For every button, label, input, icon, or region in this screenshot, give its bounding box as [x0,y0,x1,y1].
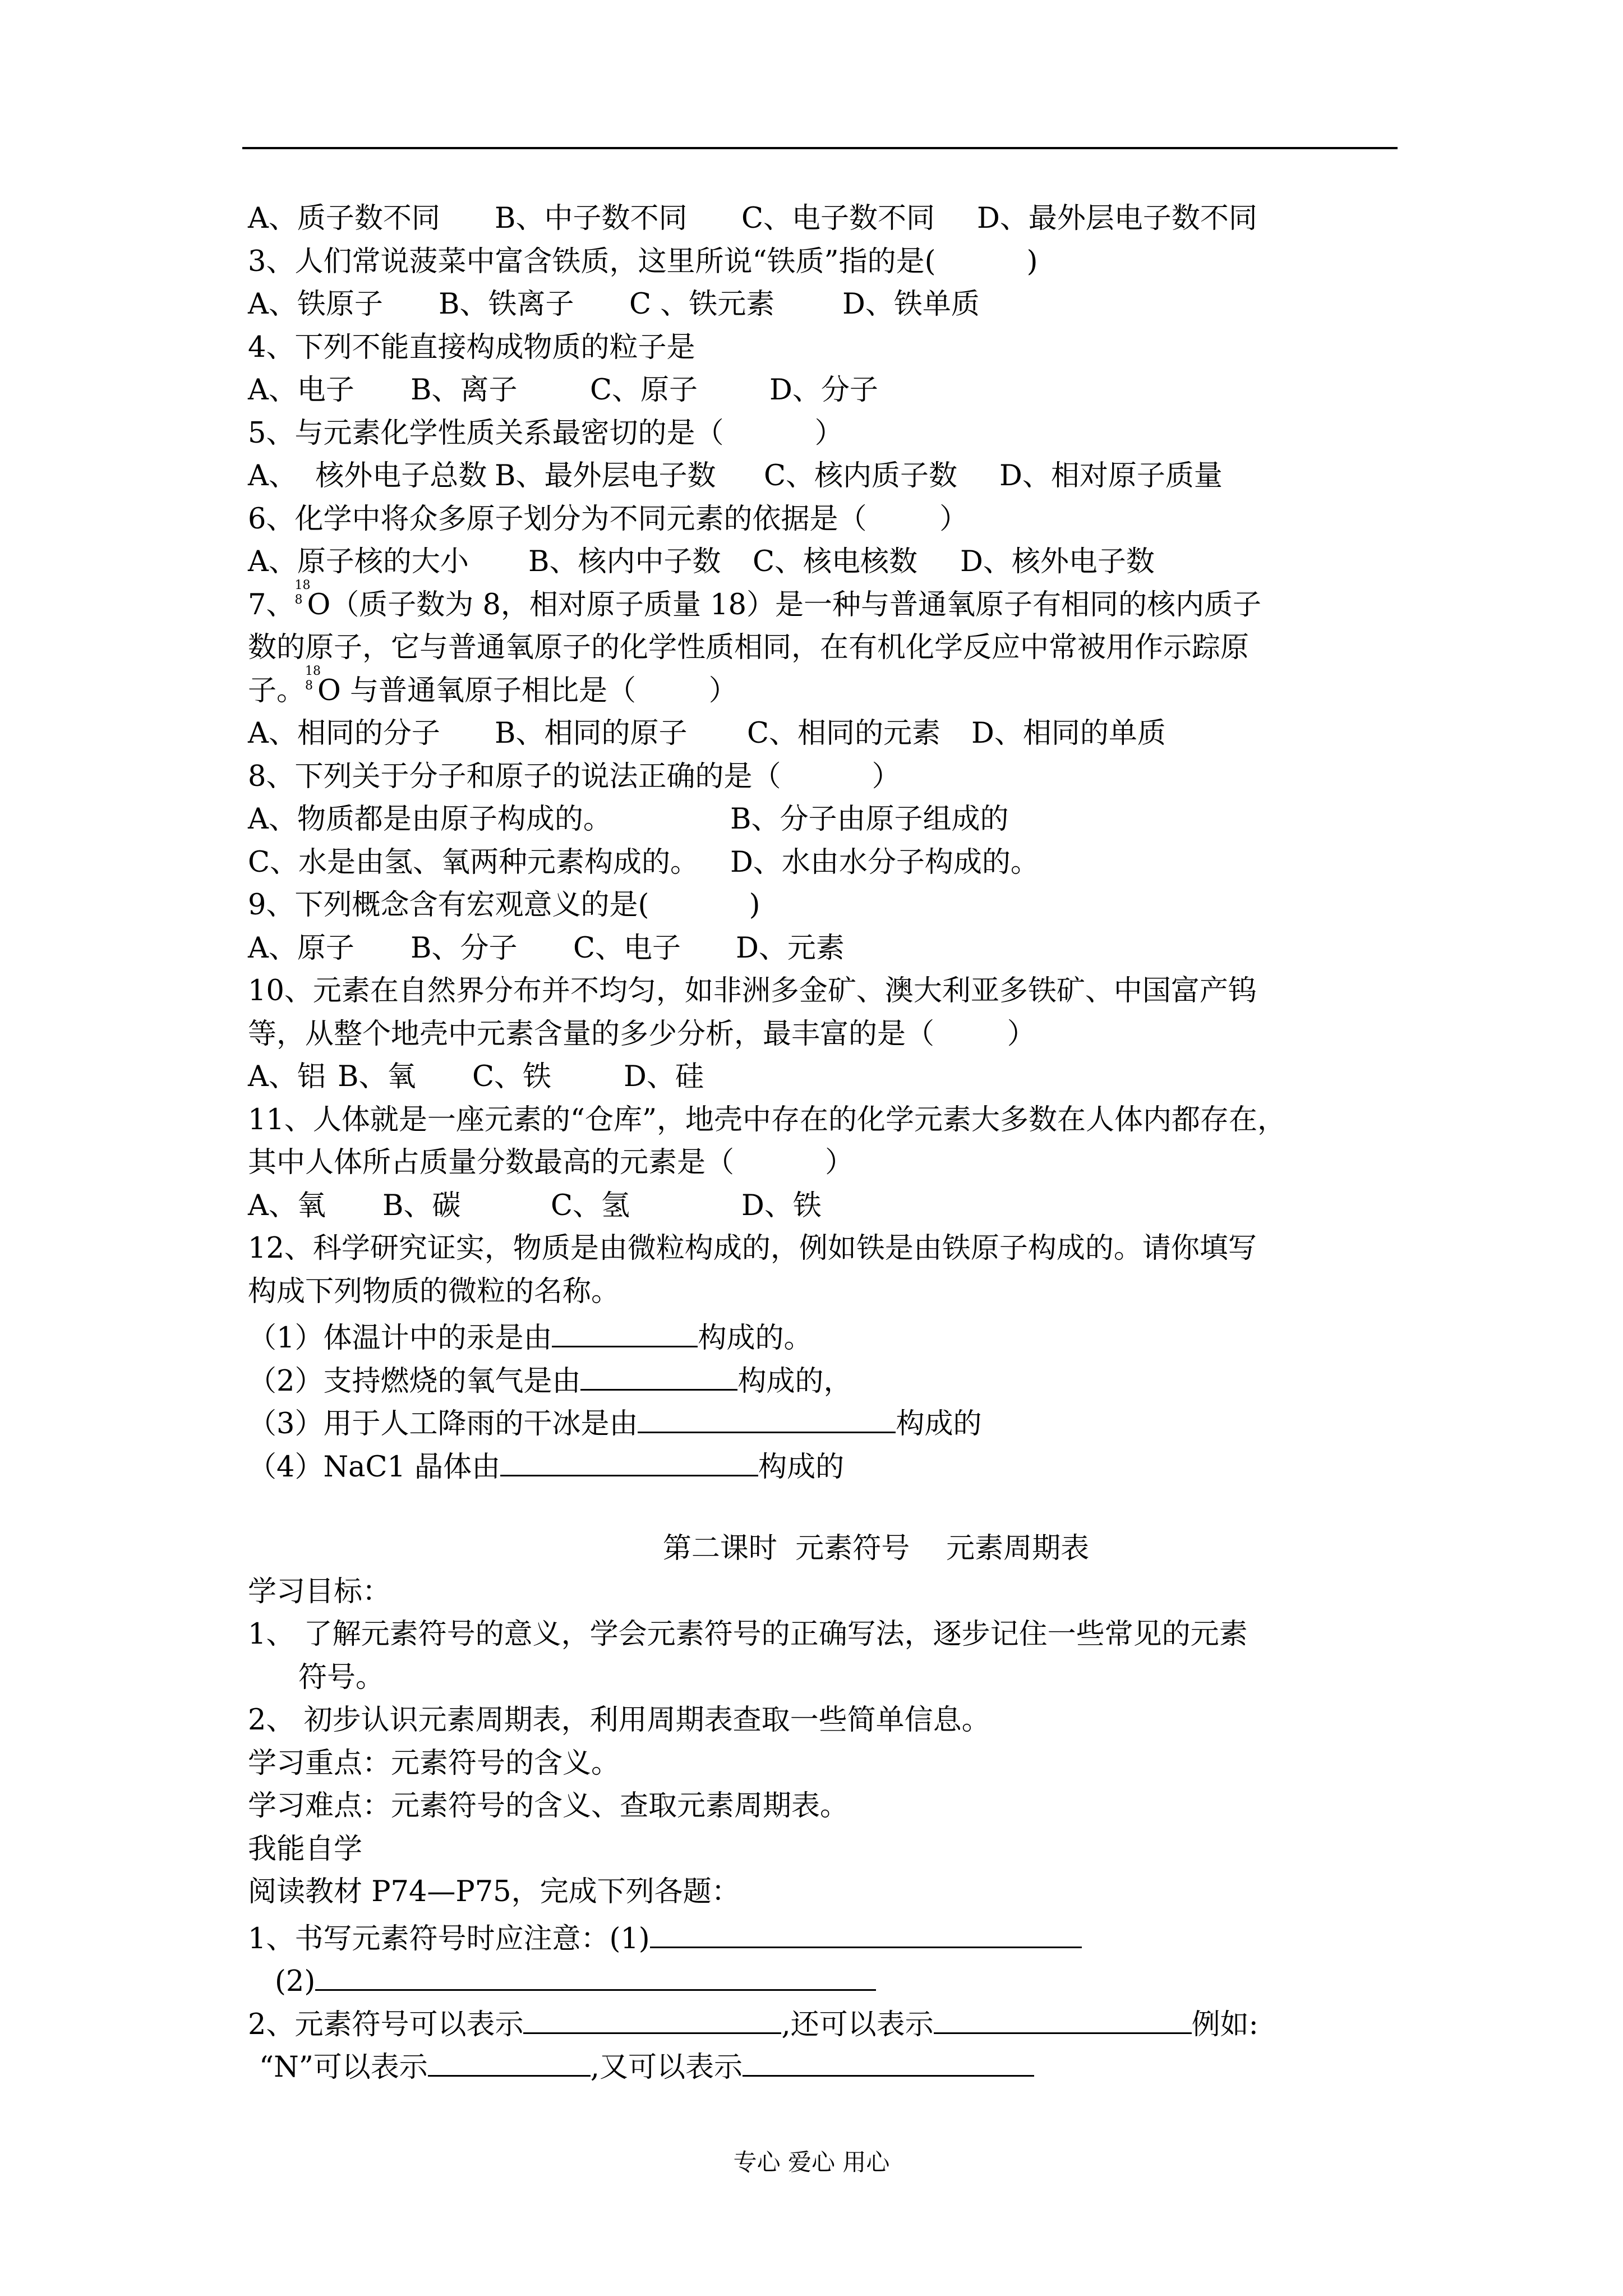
exercise-1-blank-1[interactable] [650,1914,1082,1948]
q12-item-2-after: 构成的， [737,1364,852,1398]
q12-item-4-after: 构成的 [758,1450,845,1484]
q12-blank-2[interactable] [580,1356,737,1391]
q12-blank-4[interactable] [500,1442,758,1476]
q7-line2: 数的原子，它与普通氧原子的化学性质相同，在有机化学反应中常被用作示踪原 [248,631,1249,664]
q2-option-b: B、中子数不同 [495,202,688,235]
q12-line1: 12、科学研究证实，物质是由微粒构成的，例如铁是由铁原子构成的。请你填写 [248,1232,1257,1265]
learning-goals-label: 学习目标： [248,1575,391,1608]
q10-option-d: D、硅 [624,1060,704,1093]
goal-1-line2: 符号。 [298,1660,385,1694]
q4-option-c: C、原子 [590,374,698,407]
q11-option-a: A、氧 [248,1189,326,1222]
q6-stem: 6、化学中将众多原子划分为不同元素的依据是（ ） [248,502,969,536]
key-point: 学习重点：元素符号的含义。 [248,1746,620,1780]
q12-item-2-before: （2）支持燃烧的氧气是由 [248,1364,581,1398]
q8-option-d: D、水由水分子构成的。 [730,845,1039,879]
q10-line1: 10、元素在自然界分布并不均匀，如非洲多金矿、澳大利亚多铁矿、中国富产钨 [248,974,1257,1007]
q3-stem: 3、人们常说菠菜中富含铁质，这里所说“铁质”指的是( ) [248,245,1038,278]
q10-option-b: B、氧 [338,1060,416,1093]
q9-option-d: D、元素 [736,931,845,965]
q12-blank-1[interactable] [552,1313,698,1347]
q7-line3-text: 与普通氧原子相比是（ ） [340,674,737,707]
exercise-2 [248,2000,1392,2043]
q5-option-b: B、最外层电子数 [495,459,716,493]
exercise-1-line2-text: (2) [275,1965,316,1998]
q4-option-d: D、分子 [769,374,878,407]
q12-item-1-after: 构成的。 [698,1322,813,1355]
q5-option-d: D、相对原子质量 [999,459,1223,493]
difficulty: 学习难点：元素符号的含义、查取元素周期表。 [248,1789,849,1823]
goal-1-line1: 1、 了解元素符号的意义，学会元素符号的正确写法，逐步记住一些常见的元素 [248,1618,1248,1651]
q12-item-3 [248,1399,1392,1442]
q2-options [248,197,1392,241]
q4-option-b: B、离子 [411,374,518,407]
q6-option-c: C、核电核数 [753,545,918,578]
q11-option-b: B、碳 [382,1189,461,1222]
q4-options [248,369,1392,412]
q12-item-3-before: （3）用于人工降雨的干冰是由 [248,1407,638,1441]
q5-stem: 5、与元素化学性质关系最密切的是（ ） [248,416,843,450]
q12-item-3-after: 构成的 [896,1407,982,1441]
q12-item-4 [248,1442,1392,1485]
q10-line2: 等，从整个地壳中元素含量的多少分析，最丰富的是（ ） [248,1017,1036,1051]
exercise-1-blank-2[interactable] [315,1957,876,1991]
q3-option-b: B、铁离子 [439,288,574,321]
q7-option-d: D、相同的单质 [971,717,1166,750]
q2-option-c: C、电子数不同 [741,202,935,235]
isotope-notation-2 [305,664,321,700]
q6-option-d: D、核外电子数 [960,545,1155,578]
q5-option-a: A、 核外电子总数 [248,459,487,493]
exercise-2-blank-4[interactable] [743,2042,1034,2077]
section-title: 第二课时 元素符号 元素周期表 [662,1532,1090,1565]
exercise-2-mid: ,还可以表示 [781,2008,934,2041]
q7-options [248,712,1392,756]
q9-option-c: C、电子 [573,931,681,965]
exercise-2-blank-3[interactable] [428,2042,591,2077]
document-body [248,197,1392,2086]
q7-prefix: 7、 [248,588,295,622]
exercise-2-line2 [248,2042,1392,2086]
page-footer: 专心 爱心 用心 [733,2148,890,2176]
q12-line2: 构成下列物质的微粒的名称。 [248,1274,620,1308]
exercise-2-text: 2、元素符号可以表示 [248,2008,524,2041]
q6-options [248,541,1392,584]
q10-option-c: C、铁 [472,1060,552,1093]
q7-option-c: C、相同的元素 [747,717,941,750]
q2-option-a: A、质子数不同 [248,202,440,235]
q3-option-a: A、铁原子 [248,288,383,321]
reading-instruction: 阅读教材 P74—P75，完成下列各题： [248,1875,740,1908]
q8-options-row2 [248,841,1392,885]
isotope-notation [294,578,311,614]
exercise-1-text: 1、书写元素符号时应注意：(1) [248,1922,650,1955]
q11-line1: 11、人体就是一座元素的“仓库”，地壳中存在的化学元素大多数在人体内都存在， [248,1103,1287,1137]
q12-blank-3[interactable] [638,1399,896,1433]
q8-option-b: B、分子由原子组成的 [730,803,1009,836]
q7-line3 [248,664,1392,713]
q10-option-a: A、铝 [248,1060,326,1093]
q9-option-b: B、分子 [411,931,518,965]
exercise-2-line2-text: “N”可以表示 [259,2051,428,2084]
q3-option-d: D、铁单质 [842,288,980,321]
exercise-2-blank-2[interactable] [934,2000,1192,2034]
q12-item-2 [248,1356,1392,1400]
q5-option-c: C、核内质子数 [764,459,958,493]
q9-option-a: A、原子 [248,931,354,965]
q4-stem: 4、下列不能直接构成物质的粒子是 [248,330,695,364]
exercise-2-after: 例如: [1191,2008,1258,2041]
q2-option-d: D、最外层电子数不同 [977,202,1257,235]
q12-item-4-before: （4）NaC1 晶体由 [248,1450,501,1484]
q6-option-b: B、核内中子数 [528,545,721,578]
isotope-symbol-2: O [317,674,341,707]
isotope-symbol: O [307,588,331,622]
q11-option-c: C、氢 [551,1189,630,1222]
q12-item-1 [248,1313,1392,1356]
isotope-mass-number-2: 18 [305,664,321,678]
q7-option-b: B、相同的原子 [495,717,688,750]
q8-option-a: A、物质都是由原子构成的。 [248,803,612,836]
exercise-1 [248,1914,1392,1957]
isotope-mass-number: 18 [294,578,311,592]
q5-options [248,455,1392,498]
q11-options [248,1185,1392,1228]
q8-option-c: C、水是由氢、氧两种元素构成的。 [248,845,699,879]
goal-2: 2、 初步认识元素周期表，利用周期表查取一些简单信息。 [248,1704,990,1737]
isotope-atomic-number: 8 [294,592,303,607]
q12-item-1-before: （1）体温计中的汞是由 [248,1322,552,1355]
q11-option-d: D、铁 [741,1189,822,1222]
exercise-1-line2 [248,1957,1392,2000]
q3-options [248,283,1392,326]
q7-option-a: A、相同的分子 [248,717,440,750]
q3-option-c: C 、铁元素 [629,288,775,321]
q7-line1 [248,578,1392,627]
exercise-2-line2-mid: ,又可以表示 [590,2051,743,2084]
q6-option-a: A、原子核的大小 [248,545,469,578]
q9-options [248,927,1392,970]
header-rule [242,147,1398,149]
q8-stem: 8、下列关于分子和原子的说法正确的是（ ） [248,760,901,793]
q10-options [248,1056,1392,1099]
q7-line1-text: （质子数为 8，相对原子质量 18）是一种与普通氧原子有相同的核内质子 [330,588,1262,622]
self-study-heading: 我能自学 [248,1832,363,1866]
q9-stem: 9、下列概念含有宏观意义的是( ) [248,889,760,922]
exercise-2-blank-1[interactable] [523,2000,781,2034]
q8-options-row1 [248,798,1392,841]
q7-line3-prefix: 子。 [248,674,306,707]
q11-line2: 其中人体所占质量分数最高的元素是（ ） [248,1146,854,1179]
isotope-atomic-number-2: 8 [305,678,313,693]
q4-option-a: A、电子 [248,374,354,407]
